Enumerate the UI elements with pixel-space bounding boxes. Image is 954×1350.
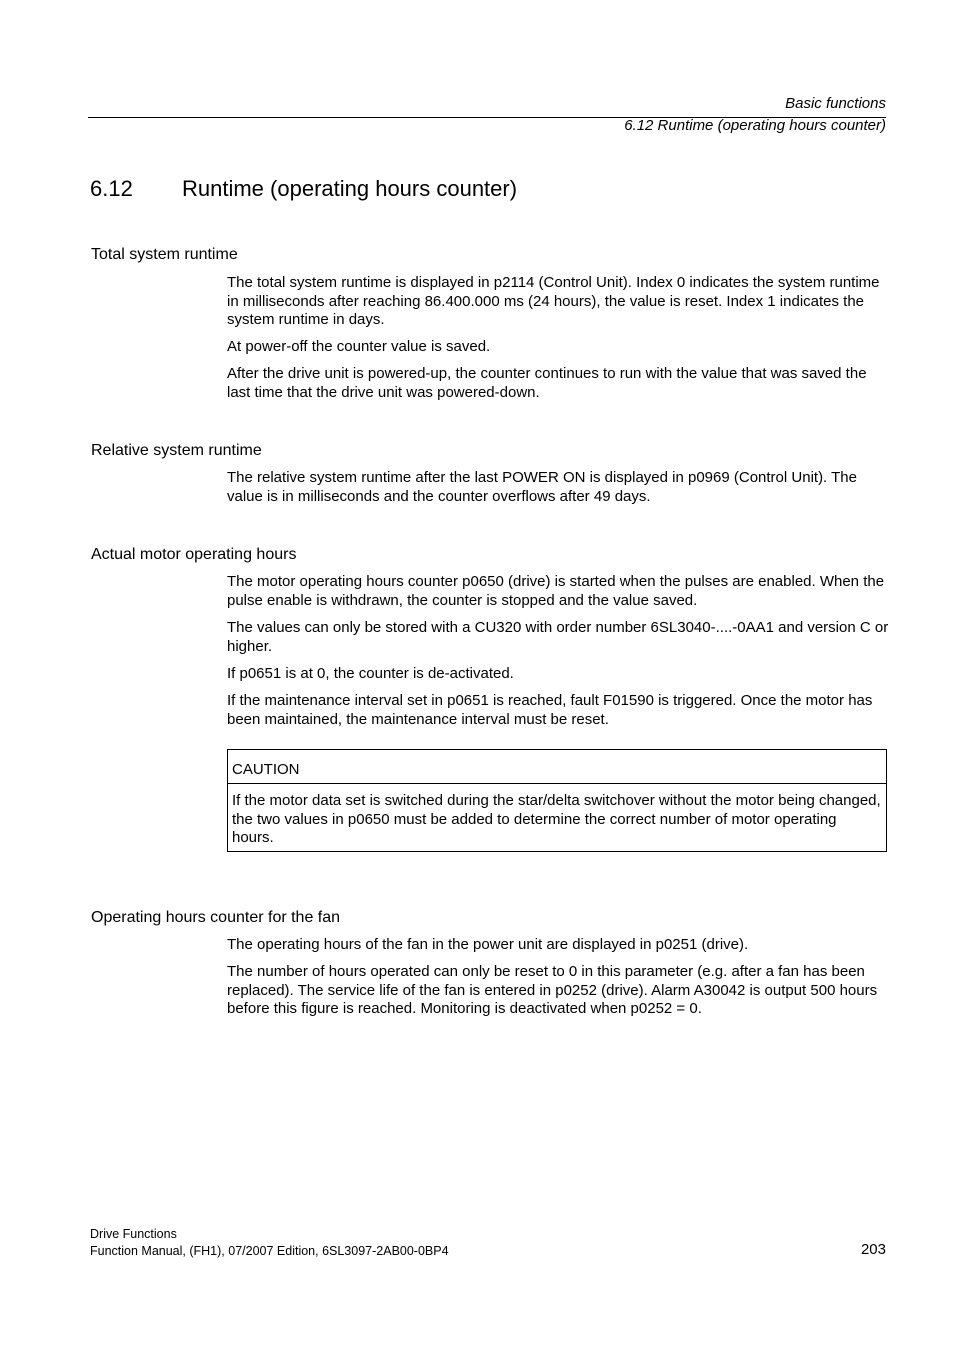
running-header-chapter: Basic functions — [785, 95, 886, 112]
footer-document-title: Drive Functions — [90, 1227, 177, 1241]
running-header-section: 6.12 Runtime (operating hours counter) — [624, 117, 886, 134]
section-number: 6.12 — [90, 176, 133, 201]
subheading-fan-operating-hours: Operating hours counter for the fan — [91, 909, 341, 926]
paragraph: After the drive unit is powered-up, the counter continues to run with the value that was saved the last time that the drive unit was powered-down. — [227, 365, 867, 401]
paragraph: The values can only be stored with a CU320 with order number 6SL3040-....-0AA1 and version C or higher. — [227, 619, 889, 655]
paragraph: The relative system runtime after the last POWER ON is displayed in p0969 (Control Unit). The value is in milliseconds and the counter overflows after 49 days. — [227, 469, 857, 505]
paragraph: The operating hours of the fan in the power unit are displayed in p0251 (drive). — [227, 936, 749, 953]
caution-label: CAUTION — [232, 761, 300, 778]
section-title — [90, 176, 517, 202]
section-title-text: Runtime (operating hours counter) — [182, 176, 518, 201]
caution-text: If the motor data set is switched during the star/delta switchover without the motor being changed, the two values in p0650 must be added to determine the correct number of motor operating hours. — [232, 792, 881, 847]
subheading-total-system-runtime: Total system runtime — [91, 246, 238, 263]
subheading-relative-system-runtime: Relative system runtime — [91, 442, 262, 459]
footer-edition: Function Manual, (FH1), 07/2007 Edition, 6SL3097-2AB00-0BP4 — [90, 1244, 449, 1258]
page-number: 203 — [860, 1241, 886, 1258]
subheading-actual-motor-operating-hours: Actual motor operating hours — [91, 546, 297, 563]
paragraph: If p0651 is at 0, the counter is de-activated. — [227, 665, 514, 682]
paragraph: The motor operating hours counter p0650 (drive) is started when the pulses are enabled. When the pulse enable is withdrawn, the counter is stopped and the value saved. — [227, 573, 885, 609]
paragraph: The number of hours operated can only be reset to 0 in this parameter (e.g. after a fan has been replaced). The service life of the fan is entered in p0252 (drive). Alarm A30042 is output 500 hours before this figure is reached. Monitoring is deactivated when p0252 = 0. — [227, 963, 878, 1018]
paragraph: The total system runtime is displayed in p2114 (Control Unit). Index 0 indicates the system runtime in milliseconds after reaching 86.400.000 ms (24 hours), the value is reset. Index 1 indicates the system runtime in days. — [227, 274, 880, 329]
caution-box — [227, 749, 887, 852]
paragraph: At power-off the counter value is saved. — [227, 338, 491, 355]
paragraph: If the maintenance interval set in p0651 is reached, fault F01590 is triggered. Once the motor has been maintained, the maintenance interval must be reset. — [227, 692, 873, 728]
caution-header — [228, 750, 886, 784]
